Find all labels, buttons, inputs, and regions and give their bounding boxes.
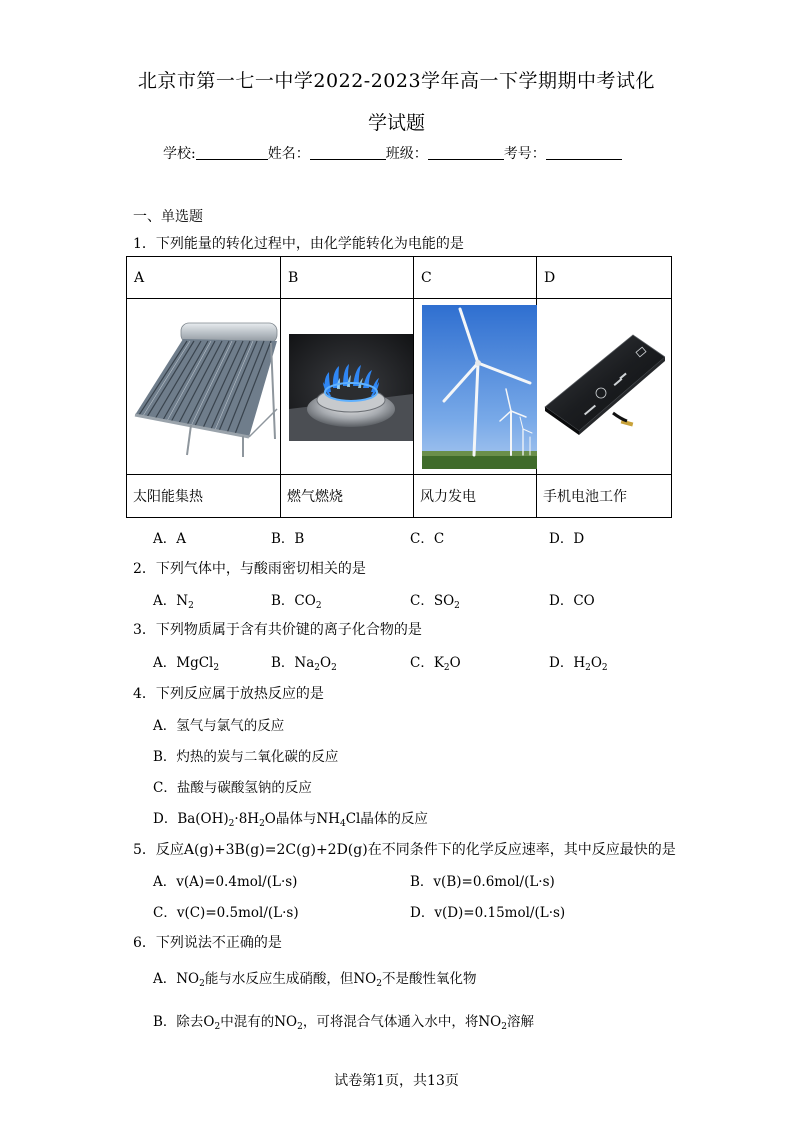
q5-option-d[interactable]: D．v(D)=0.15mol/(L·s) [410,905,566,921]
exam-no-label: 考号： [503,146,546,162]
title-line-1: 北京市第一七一中学2022-2023学年高一下学期期中考试化 [137,70,656,92]
q1-label-c: C [414,257,537,299]
q1-option-table [126,256,672,518]
q2-option-b[interactable]: B．$CO_2$ [271,593,322,611]
q3-option-c[interactable]: C．$K_2O$ [410,655,461,673]
q1-image-cell-a [127,299,281,475]
solar-water-heater-image [131,319,279,459]
q1-label-b: B [281,257,414,299]
q1-image-cell-b [281,299,414,475]
q6-option-b[interactable]: B．除去$O_2$中混有的$NO_2$，可将混合气体通入水中，将$NO_2$溶解 [153,1014,534,1032]
q1-image-cell-c [414,299,537,475]
class-blank[interactable] [428,145,504,160]
q1-option-d[interactable]: D．D [549,531,585,547]
q6-stem: 6．下列说法不正确的是 [133,935,282,951]
name-blank[interactable] [310,145,386,160]
q5-option-b[interactable]: B．v(B)=0.6mol/(L·s) [410,874,555,890]
q1-option-a[interactable]: A．A [153,531,186,547]
q3-option-b[interactable]: B．$Na_2O_2$ [271,655,337,673]
q2-stem: 2．下列气体中，与酸雨密切相关的是 [133,561,366,577]
q4-stem: 4．下列反应属于放热反应的是 [133,686,324,702]
q2-option-a[interactable]: A．$N_2$ [153,593,194,611]
q1-option-c[interactable]: C．C [410,531,445,547]
school-label: 学校: [163,146,196,162]
q3-option-d[interactable]: D．$H_2O_2$ [549,655,608,673]
exam-no-blank[interactable] [546,145,622,160]
q1-label-d: D [537,257,672,299]
q3-option-a[interactable]: A．MgCl$_2$ [153,655,220,673]
q5-stem: 5．反应A(g)+3B(g)=2C(g)+2D(g)在不同条件下的化学反应速率，其中反应最快的是 [133,842,676,858]
q1-image-cell-d [537,299,672,475]
q1-caption-c: 风力发电 [414,475,537,518]
q3-stem: 3．下列物质属于含有共价键的离子化合物的是 [133,622,422,638]
name-label: 姓名： [267,146,310,162]
q1-caption-d: 手机电池工作 [537,475,672,518]
q1-label-a: A [127,257,281,299]
title-line-2: 学试题 [367,112,425,134]
q5-option-a[interactable]: A．v(A)=0.4mol/(L·s) [153,874,298,890]
q6-option-a[interactable]: A．$NO_2$能与水反应生成硝酸，但$NO_2$不是酸性氧化物 [153,971,477,989]
q4-option-a[interactable]: A．氢气与氯气的反应 [153,718,285,734]
q4-option-c[interactable]: C．盐酸与碳酸氢钠的反应 [153,780,312,796]
q1-stem: 1．下列能量的转化过程中，由化学能转化为电能的是 [133,236,464,252]
section-heading: 一、单选题 [133,209,203,225]
gas-stove-flame-image [289,334,413,441]
school-blank[interactable] [196,145,268,160]
student-info-row [163,143,622,163]
q5-option-c[interactable]: C．v(C)=0.5mol/(L·s) [153,905,299,921]
q4-option-b[interactable]: B．灼热的炭与二氧化碳的反应 [153,749,339,765]
page-footer: 试卷第1页，共13页 [334,1073,459,1089]
wind-turbine-image [422,305,537,469]
q1-caption-b: 燃气燃烧 [281,475,414,518]
phone-battery-image [543,329,665,439]
q1-caption-a: 太阳能集热 [127,475,281,518]
q2-option-d[interactable]: D．CO [549,593,595,609]
q1-option-b[interactable]: B．B [271,531,305,547]
q4-option-d[interactable]: D．$Ba(OH)_2\cdot 8H_2O$晶体与$NH_4Cl$晶体的反应 [153,811,428,829]
class-label: 班级： [385,146,428,162]
q2-option-c[interactable]: C．$SO_2$ [410,593,460,611]
